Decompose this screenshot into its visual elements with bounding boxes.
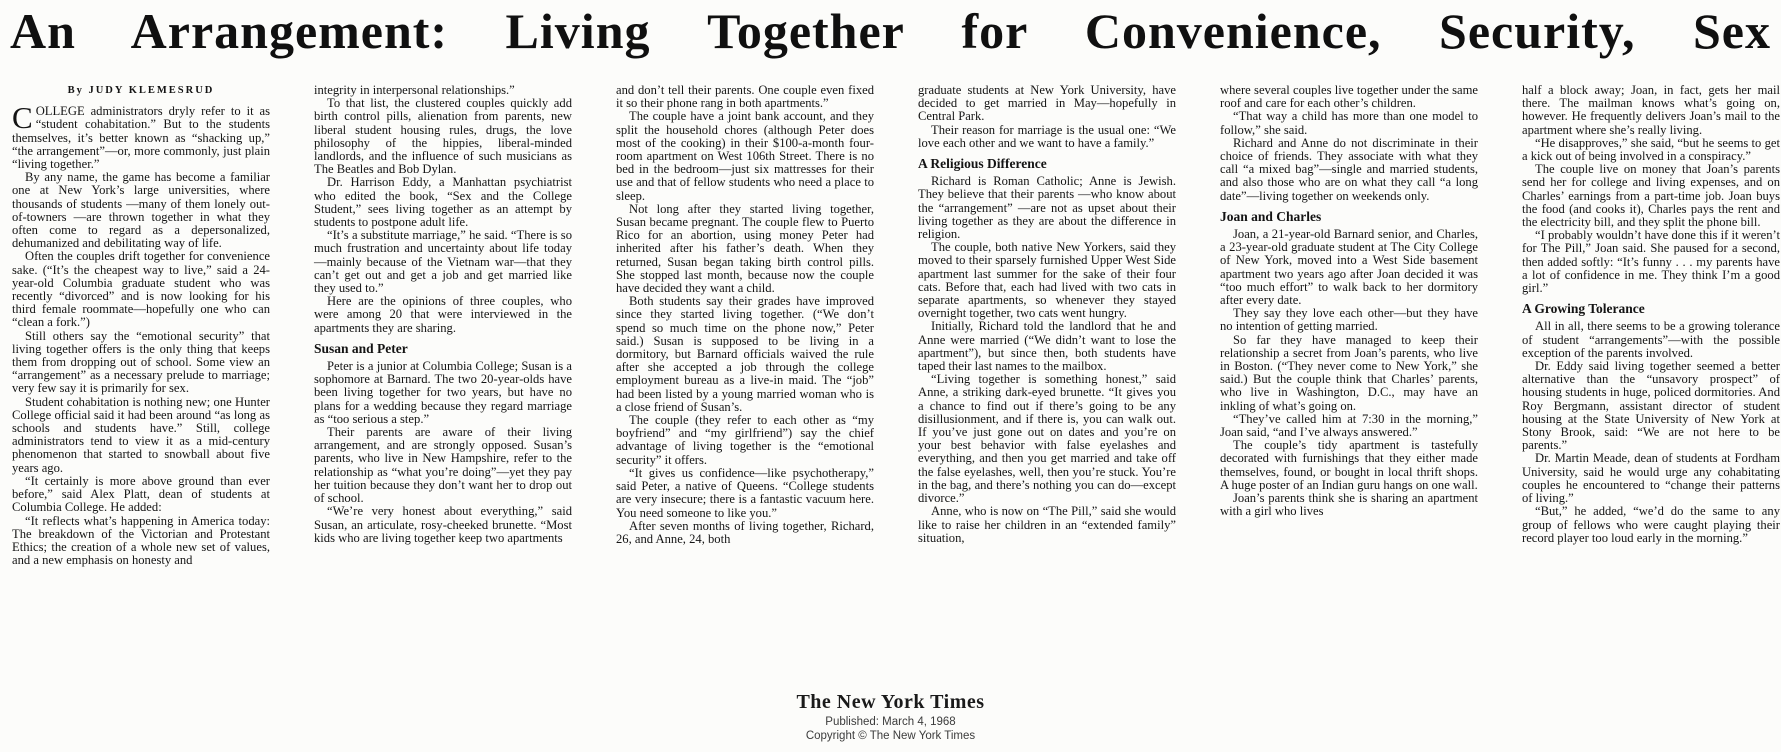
article-paragraph: All in all, there seems to be a growing tolerance of student “arrangements”—with the possible exception of the parents involved.: [1522, 319, 1780, 360]
footer: [0, 691, 1781, 742]
article-paragraph: Still others say the “emotional security” that living together offers is the only thing that keeps them from dropping out of school. Some view an “arrangement” as a necessary prelude to marriage; very few say it is primarily for sex.: [12, 328, 270, 396]
article-paragraph: Joan, a 21-year-old Barnard senior, and Charles, a 23-year-old graduate student at The City College of New York, moved into a West Side basement apartment two years ago after Joan decided it was “too much effort” to walk back to her dormitory after every date.: [1220, 227, 1478, 308]
article-paragraph: “But,” he added, “we’d do the same to any group of fellows who were caught playing their record player too loud early in the morning.”: [1522, 504, 1780, 545]
article-paragraph: COLLEGE administrators dryly refer to it as “student cohabitation.” But to the students themselves, it’s better known as “shacking up,” “the arrangement”—or, more commonly, just plain “living together.”: [12, 100, 270, 172]
article-paragraph: Student cohabitation is nothing new; one Hunter College official said it had been around “as long as schools and students have.” Still, college administrators tend to view it as a mid-century phenomenon that started to snowball about five years ago.: [12, 394, 270, 475]
article-paragraph: “He disapproves,” she said, “but he seems to get a kick out of being involved in a conspiracy.”: [1522, 135, 1780, 164]
article-paragraph: “It’s a substitute marriage,” he said. “There is so much frustration and uncertainty about life today—mainly because of the Vietnam war—that they can’t get out and get a job and get married like they used to.”: [314, 228, 572, 296]
article-paragraph: Anne, who is now on “The Pill,” said she would like to raise her children in an “extended family” situation,: [918, 504, 1176, 545]
article-paragraph: After seven months of living together, Richard, 26, and Anne, 24, both: [616, 518, 874, 546]
article-paragraph: graduate students at New York University, have decided to get married in May—hopefully in Central Park.: [918, 84, 1176, 124]
article-paragraph: and don’t tell their parents. One couple even fixed it so their phone rang in both apartments.”: [616, 84, 874, 111]
article-paragraph: By any name, the game has become a familiar one at New York’s large universities, where thousands of students —many of them lonely out-of-towners —are thrown together in what they often come to regard as a depersonalized, dehumanized and debilitating way of life.: [12, 170, 270, 251]
article-paragraph: half a block away; Joan, in fact, gets her mail there. The mailman knows what’s going on, however. He frequently delivers Joan’s mail to the apartment where she’s really living.: [1522, 84, 1780, 137]
article-paragraph: Their reason for marriage is the usual one: “We love each other and we want to have a family.”: [918, 122, 1176, 150]
section-subhead: Joan and Charles: [1220, 208, 1322, 224]
article-paragraph: Initially, Richard told the landlord that he and Anne were married (“We didn’t want to lose the apartment”), but since then, both students have taped their last names to the mailbox.: [918, 319, 1176, 374]
article-paragraph: So far they have managed to keep their relationship a secret from Joan’s parents, who live in Boston. (“They never come to New York,” she said.) But the couple think that Charles’ parents, who live in Washington, D.C., may have an inkling of what’s going on.: [1220, 332, 1478, 413]
article-paragraph: Both students say their grades have improved since they started living together. (“We don’t spend so much time on the phone now,” Peter said.) Susan is supposed to be living in a dormitory, but Barnard officials waived the rule after she accepted a job through the college employment bureau as a live-in maid. The “job” had been listed by a young married woman who is a close friend of Susan’s.: [616, 294, 874, 414]
article-paragraph: “They’ve called him at 7:30 in the morning,” Joan said, “and I’ve always answered.”: [1220, 411, 1478, 440]
article-paragraph: integrity in interpersonal relationships.”: [314, 84, 515, 97]
byline: By JUDY KLEMESRUD: [67, 85, 215, 96]
drop-cap: C: [12, 100, 33, 136]
article-paragraph: “It gives us confidence—like psychotherapy,” said Peter, a native of Queens. “College students are very insecure; there is a fantastic vacuum here. You need someone to like you.”: [616, 465, 874, 520]
article-paragraph: Not long after they started living together, Susan became pregnant. The couple flew to Puerto Rico for an abortion, using money Peter had inherited after his father’s death. When they returned, Susan began taking birth control pills. She stopped last month, because now the couple have decided they want a child.: [616, 201, 874, 296]
article-paragraph: Dr. Martin Meade, dean of students at Fordham University, said he would urge any cohabitating couples he encountered to “change their patterns of living.”: [1522, 451, 1780, 506]
article-paragraph: “It certainly is more above ground than ever before,” said Alex Platt, dean of students at Columbia College. He added:: [12, 473, 270, 515]
article-paragraph: Joan’s parents think she is sharing an apartment with a girl who lives: [1220, 491, 1478, 519]
article-column-1: [12, 84, 270, 688]
article-paragraph: “Living together is something honest,” said Anne, a striking dark-eyed brunette. “It gives you a chance to find out if there’s going to be any disillusionment, and if there is, you can walk out. If you’ve just gone out on dates and you’re on your best behavior with false eyelashes and everything, and then you get married and take off the false eyelashes, well, then you’re stuck. You’re in the bag, and there’s nothing you can do—except divorce.”: [918, 372, 1176, 506]
article-column-5: [1220, 84, 1478, 688]
article-paragraph: Richard and Anne do not discriminate in their choice of friends. They associate with what they call “a mixed bag”—single and married students, and also those who are on what they call “a long date”—living together on weekends only.: [1220, 135, 1478, 203]
headline: An Arrangement: Living Together for Convenience, Security, Sex: [10, 3, 1771, 59]
article-column-2: [314, 84, 572, 688]
article-column-4: [918, 84, 1176, 688]
section-subhead: A Religious Difference: [918, 156, 1047, 172]
article-paragraph: The couple live on money that Joan’s parents send her for college and living expenses, and on Charles’ earnings from a part-time job. Joan buys the food (and cooks it), Charles pays the rent and the electricity bill, and they split the phone bill.: [1522, 162, 1780, 230]
article-paragraph: Here are the opinions of three couples, who were among 20 that were interviewed in the apartments they are sharing.: [314, 294, 572, 335]
published-date: Published: March 4, 1968: [825, 716, 956, 728]
article-paragraph: “It reflects what’s happening in America today: The breakdown of the Victorian and Protestant Ethics; the creation of a whole new set of values, and a new emphasis on honesty and: [12, 513, 270, 568]
article-columns: [0, 84, 1781, 688]
article-paragraph: The couple’s tidy apartment is tastefully decorated with furnishings that they either made themselves, found, or bought in local thrift shops. A huge poster of an Indian guru hangs on one wall.: [1220, 438, 1478, 492]
article-paragraph: Dr. Harrison Eddy, a Manhattan psychiatrist who edited the book, “Sex and the College Student,” sees living together as an attempt by students to postpone adult life.: [314, 175, 572, 230]
article-paragraph: “I probably wouldn’t have done this if it weren’t for The Pill,” Joan said. She paused for a second, then added softly: “It’s funny . . . my parents have a lot of confidence in me. They think I’m a good girl.”: [1522, 228, 1780, 296]
article-paragraph: Often the couples drift together for convenience sake. (“It’s the cheapest way to live,” said a 24-year-old Columbia graduate student who was recently “divorced” and is now looking for his third female roommate—hopefully one who can “clean a fork.”): [12, 249, 270, 330]
article-paragraph: where several couples live together under the same roof and care for each other’s children.: [1220, 84, 1478, 111]
section-subhead: Susan and Peter: [314, 340, 408, 356]
article-paragraph: Peter is a junior at Columbia College; Susan is a sophomore at Barnard. The two 20-year-olds have been living together for two years, but have no plans for a wedding because they regard marriage as “too serious a step.”: [314, 359, 572, 426]
article-paragraph: “That way a child has more than one model to follow,” she said.: [1220, 109, 1478, 137]
nyt-logo: The New York Times: [796, 691, 985, 713]
article-column-3: [616, 84, 874, 688]
article-paragraph: The couple have a joint bank account, and they split the household chores (although Peter does most of the cooking) in their $100-a-month four-room apartment on West 106th Street. There is no bed in the bedroom—just six mattresses for their use and that of fellow students who need a place to sleep.: [616, 109, 874, 203]
article-paragraph: Their parents are aware of their living arrangement, and are strongly opposed. Susan’s parents, who live in New Hampshire, refer to the relationship as “what you’re doing”—yet they pay her tuition because they don’t want her to drop out of school.: [314, 425, 572, 506]
article-paragraph: To that list, the clustered couples quickly add birth control pills, alienation from parents, new liberal student housing rules, drugs, the love philosophy of the hippies, liberal-minded landlords, and the influence of such musicians as The Beatles and Bob Dylan.: [314, 96, 572, 177]
article-paragraph: The couple (they refer to each other as “my boyfriend” and “my girlfriend”) say the chief advantage of living together is the “emotional security” it offers.: [616, 413, 874, 467]
article-paragraph: “We’re very honest about everything,” said Susan, an articulate, rosy-cheeked brunette. “Most kids who are living together keep two apartments: [314, 504, 572, 545]
section-subhead: A Growing Tolerance: [1522, 301, 1645, 317]
article-paragraph: The couple, both native New Yorkers, said they moved to their sparsely furnished Upper West Side apartment last summer for the sake of their four cats. Before that, each had lived with two cats in separate apartments, so whenever they stayed overnight together, two cats went hungry.: [918, 240, 1176, 321]
copyright-notice: Copyright © The New York Times: [805, 730, 976, 742]
article-paragraph: Richard is Roman Catholic; Anne is Jewish. They believe that their parents —who know about the “arrangement” —are not as upset about their living together as they are about the difference in religion.: [918, 174, 1176, 242]
article-paragraph: They say they love each other—but they have no intention of getting married.: [1220, 306, 1478, 334]
article-column-6: [1522, 84, 1780, 688]
article-paragraph: Dr. Eddy said living together seemed a better alternative than the “unsavory prospect” of housing students in huge, policed dormitories. And Roy Bergmann, assistant director of student housing at the State University of New York at Stony Brook, said: “We are not here to be parents.”: [1522, 359, 1780, 453]
